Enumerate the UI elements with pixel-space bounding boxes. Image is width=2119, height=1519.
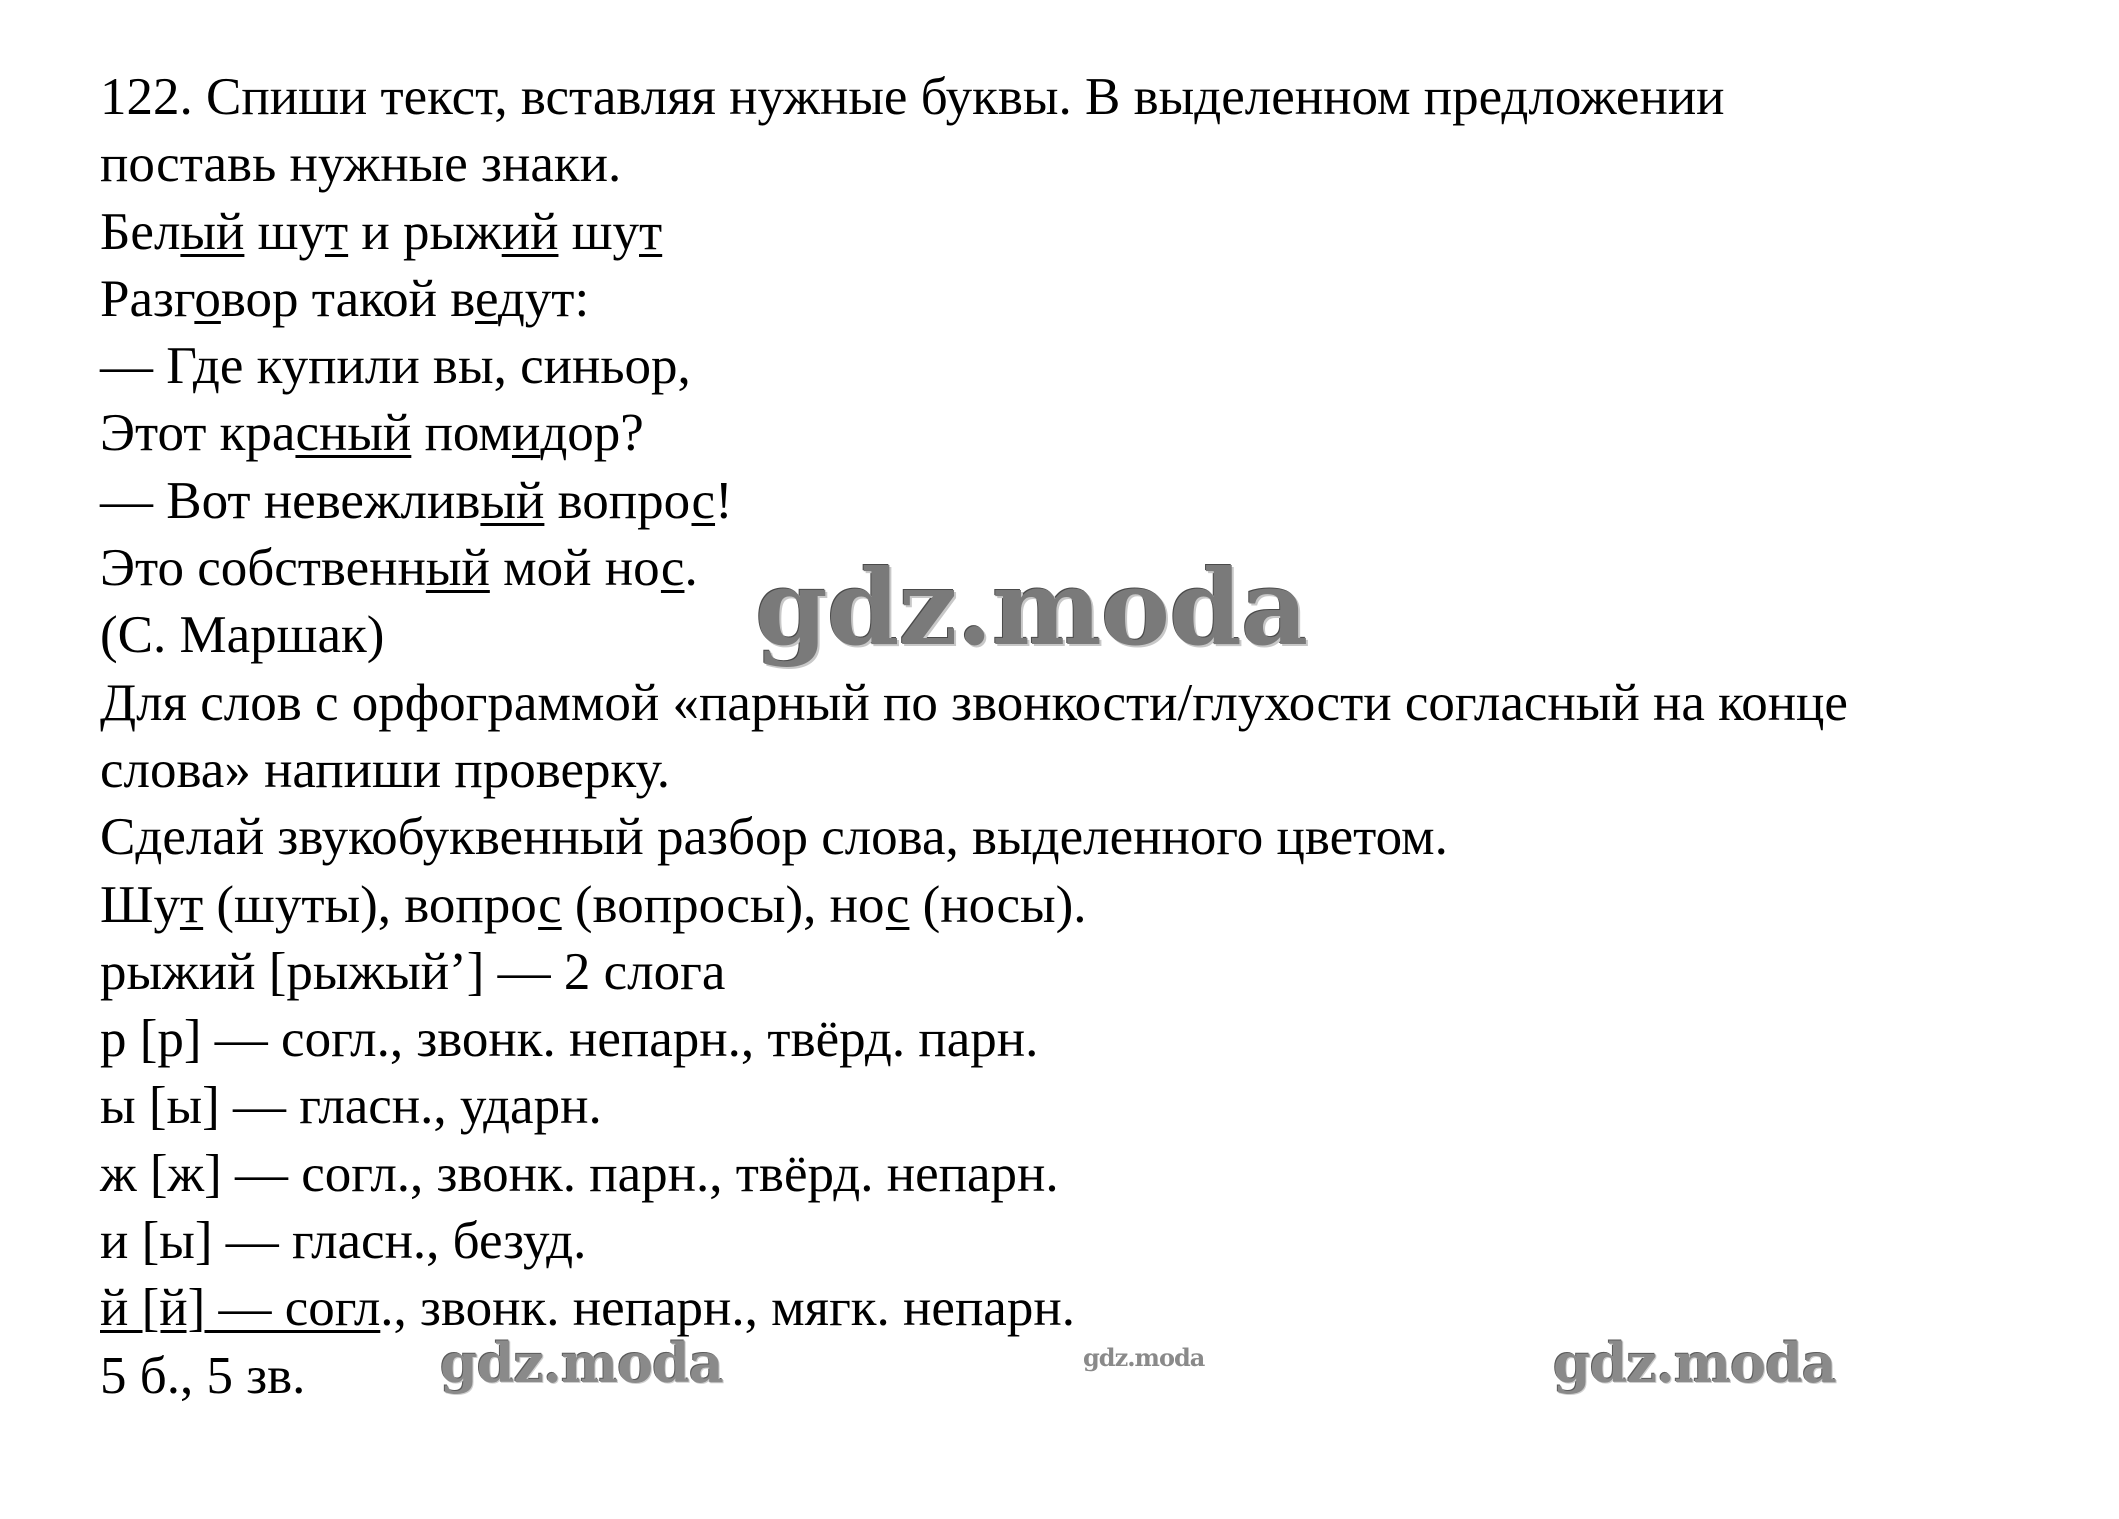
text-fragment: (носы). <box>909 875 1087 934</box>
underlined-fragment: с <box>885 875 910 934</box>
text-fragment: вопро <box>544 471 692 530</box>
underlined-fragment: с <box>660 539 685 598</box>
underlined-fragment: т <box>324 202 349 261</box>
underlined-fragment: т <box>179 875 204 934</box>
text-fragment: ! <box>715 471 733 530</box>
text-fragment: пом <box>411 404 512 463</box>
analysis-summary: 5 б., 5 зв. <box>100 1346 306 1405</box>
underlined-fragment: ый <box>180 202 245 261</box>
poem-line-4 <box>100 400 2080 467</box>
text-fragment: — Вот невежлив <box>100 471 481 530</box>
text-fragment: Бел <box>100 202 181 261</box>
text-fragment: Это собственн <box>100 539 426 598</box>
watermark-logo: gdz.moda <box>440 1331 723 1395</box>
text-fragment: ., звонк. непарн., мягк. непарн. <box>380 1279 1075 1338</box>
text-fragment: (шуты), вопро <box>203 875 539 934</box>
text-fragment: Шу <box>100 875 180 934</box>
text-fragment: шу <box>558 202 640 261</box>
task-line-2: поставь нужные знаки. <box>100 135 622 194</box>
text-fragment: (вопросы), но <box>561 875 886 934</box>
underlined-fragment: т <box>639 202 663 261</box>
underlined-fragment: о <box>194 269 221 328</box>
analysis-header: рыжий [рыжый’] — 2 слога <box>100 942 726 1001</box>
analysis-row: и [ы] — гласн., безуд. <box>100 1212 587 1271</box>
text-fragment: вор такой в <box>220 269 475 328</box>
underlined-fragment: е <box>475 269 498 328</box>
underlined-fragment: ый <box>480 471 545 530</box>
watermark-logo: gdz.moda <box>755 546 1308 669</box>
text-fragment: дут: <box>497 269 590 328</box>
underlined-fragment: и <box>511 404 541 463</box>
poem-line-5 <box>100 468 2080 535</box>
underlined-fragment: ий <box>501 202 559 261</box>
text-fragment: Разг <box>100 269 195 328</box>
text-fragment: шу <box>244 202 325 261</box>
text-fragment: дор? <box>540 404 644 463</box>
text-fragment: Этот кра <box>100 404 296 463</box>
watermark-logo: gdz.moda <box>1083 1343 1205 1372</box>
instruction-line-2: слова» напиши проверку. <box>100 740 670 799</box>
underlined-fragment: ый <box>425 539 490 598</box>
underlined-fragment: с <box>538 875 562 934</box>
task-line-1: 122. Спиши текст, вставляя нужные буквы. В выделенном предложении <box>100 68 1725 126</box>
analysis-row: ы [ы] — гласн., ударн. <box>100 1077 602 1136</box>
analysis-row: ж [ж] — согл., звонк. парн., твёрд. непарн. <box>100 1144 1059 1203</box>
instruction-line-3: Сделай звукобуквенный разбор слова, выделенного цветом. <box>100 808 1448 867</box>
exercise-text <box>100 64 2080 1410</box>
underlined-fragment: с <box>691 471 716 530</box>
underlined-fragment: й [й] — согл <box>100 1279 381 1338</box>
analysis-row: р [р] — согл., звонк. непарн., твёрд. парн. <box>100 1010 1039 1069</box>
watermark-logo: gdz.moda <box>1553 1331 1836 1395</box>
underlined-fragment: сный <box>295 404 412 463</box>
poem-line-3: — Где купили вы, синьор, <box>100 337 691 396</box>
text-fragment: мой но <box>489 539 661 598</box>
poem-line-2 <box>100 266 2080 333</box>
check-line <box>100 872 2080 939</box>
poem-line-1 <box>100 199 2080 266</box>
instruction-line-1: Для слов с орфограммой «парный по звонкости/глухости согласный на конце <box>100 673 1848 732</box>
text-fragment: и рыж <box>348 202 502 261</box>
poem-author: (С. Маршак) <box>100 606 385 665</box>
text-fragment: . <box>684 539 698 598</box>
